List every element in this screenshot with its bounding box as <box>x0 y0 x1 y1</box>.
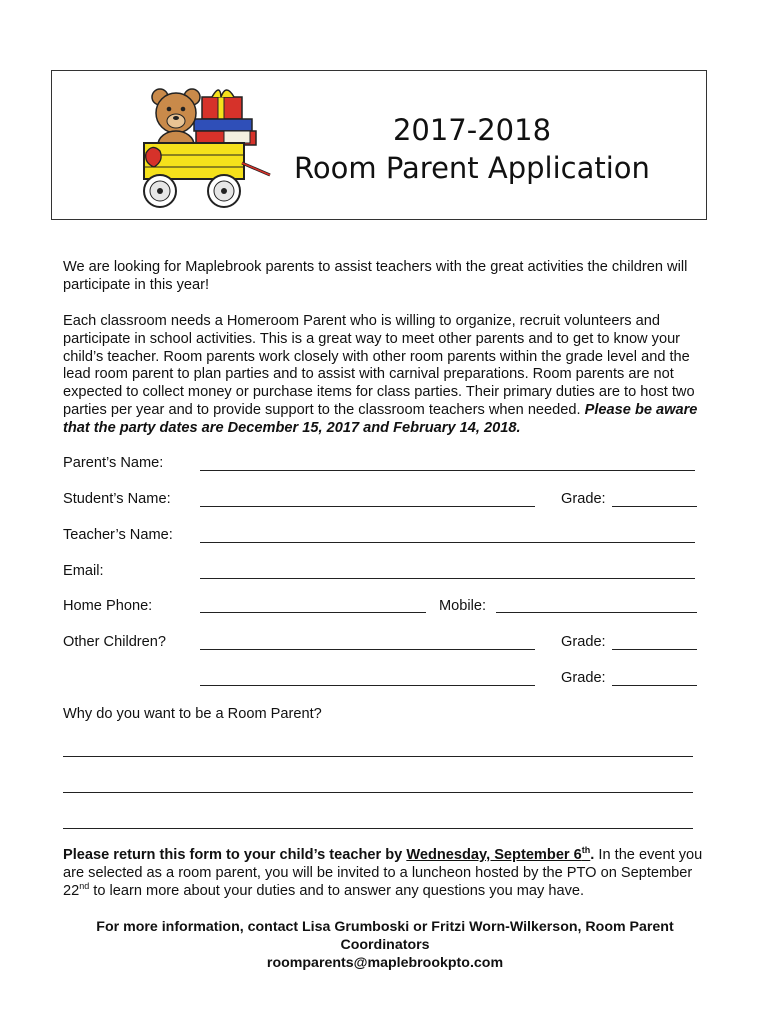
intro-paragraph: We are looking for Maplebrook parents to assist teachers with the great activities the children will participate in this year! <box>63 259 688 293</box>
home-phone-label: Home Phone: <box>63 598 153 614</box>
title-text: Room Parent Application <box>294 151 650 185</box>
page-title <box>282 111 662 187</box>
why-question: Why do you want to be a Room Parent? <box>63 706 322 722</box>
other-children-field-2[interactable] <box>200 685 535 686</box>
home-phone-field[interactable] <box>200 612 426 613</box>
description-paragraph <box>63 313 713 438</box>
email-label: Email: <box>63 563 104 579</box>
header-box <box>51 70 707 220</box>
other-children-label: Other Children? <box>63 634 167 650</box>
description-text: Each classroom needs a Homeroom Parent who is willing to organize, recruit volunteers and participate in school activities. This is a great way to meet other parents and to get to know your child’s teacher. Room parents work closely with other room parents within the grade level and the lead room parent to plan parties and to assist with carnival preparations. Room parents are not expected to collect money or purchase items for class parties. Their primary duties are to host two parties per year and to provide support to the classroom teachers when needed. <box>63 313 695 418</box>
contact-email-link[interactable]: roomparents@maplebrookpto.com <box>266 955 504 971</box>
grade-label-3: Grade: <box>561 670 606 686</box>
contact-coordinators: For more information, contact Lisa Grumboski or Fritzi Worn-Wilkerson, Room Parent Coordinators <box>96 919 674 953</box>
grade-field-2[interactable] <box>612 649 697 650</box>
why-answer-line-1[interactable] <box>63 756 693 757</box>
luncheon-text: In the event you are selected as a room parent, you will be invited to a luncheon hosted by the PTO on September 22 <box>63 847 703 899</box>
student-name-label: Student’s Name: <box>63 491 171 507</box>
mobile-label: Mobile: <box>439 598 487 614</box>
return-date-period: . <box>590 847 595 863</box>
grade-label-2: Grade: <box>561 634 606 650</box>
return-instructions-bold: Please return this form to your child’s teacher by <box>63 847 407 863</box>
parent-name-label: Parent’s Name: <box>63 455 164 471</box>
contact-info <box>63 918 707 972</box>
teddy-bear-wagon-clipart <box>124 79 274 211</box>
luncheon-date-sup: nd <box>79 881 90 892</box>
grade-field[interactable] <box>612 506 697 507</box>
return-date: Wednesday, September 6th <box>406 845 591 863</box>
luncheon-text-end: to learn more about your duties and to answer any questions you may have. <box>89 883 585 899</box>
return-instructions <box>63 846 713 900</box>
mobile-field[interactable] <box>496 612 697 613</box>
grade-field-3[interactable] <box>612 685 697 686</box>
party-dates-notice: Please be aware that the party dates are December 15, 2017 and February 14, 2018. <box>63 401 698 436</box>
other-children-field-1[interactable] <box>200 649 535 650</box>
teacher-name-field[interactable] <box>200 542 695 543</box>
title-years: 2017-2018 <box>392 113 552 147</box>
email-field[interactable] <box>200 578 695 579</box>
teacher-name-label: Teacher’s Name: <box>63 527 173 543</box>
why-answer-line-2[interactable] <box>63 792 693 793</box>
why-answer-line-3[interactable] <box>63 828 693 829</box>
student-name-field[interactable] <box>200 506 535 507</box>
grade-label: Grade: <box>561 491 606 507</box>
parent-name-field[interactable] <box>200 470 695 471</box>
